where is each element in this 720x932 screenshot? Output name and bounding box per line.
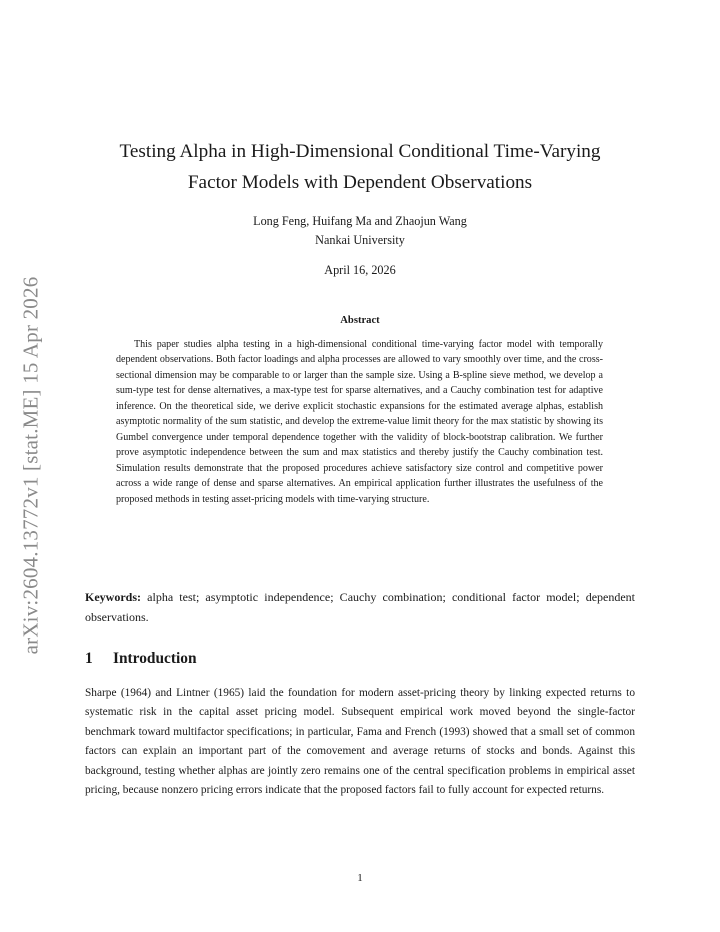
abstract-text: This paper studies alpha testing in a high-dimensional conditional time-varying factor model with temporally dependent observations. Both factor loadings and alpha processes are allowed to vary smoothly over time, and the cross-sectional dimension may be comparable to or larger than the sample size. Using a B-spline sieve method, we develop a sum-type test for dense alternatives, a max-type test for sparse alternatives, and a Cauchy combination test for adaptive inference. On the theoretical side, we derive explicit stochastic expansions for the estimated average alphas, establish asymptotic normality of the sum statistic, and develop the extreme-value limit theory for the max statistic by showing its Gumbel convergence under temporal dependence together with the validity of block-bootstrap calibration. We further prove asymptotic independence between the sum and max statistics and thereby justify the Cauchy combination test. Simulation results demonstrate that the proposed procedures achieve satisfactory size control and competitive power across a wide range of dense and sparse alternatives. An empirical application further illustrates the usefulness of the proposed methods in testing asset-pricing models with time-varying structure. [116, 339, 603, 505]
keywords-label: Keywords: [85, 590, 141, 604]
abstract-heading: Abstract [340, 315, 380, 326]
paper-date: April 16, 2026 [324, 263, 396, 277]
arxiv-identifier-stamp [13, 250, 49, 680]
section-title: Introduction [113, 650, 197, 667]
keywords-text: alpha test; asymptotic independence; Cauchy combination; conditional factor model; dependent observations. [85, 590, 636, 624]
section-number: 1 [85, 650, 93, 667]
author-affiliation: Nankai University [315, 233, 405, 247]
introduction-paragraph: Sharpe (1964) and Lintner (1965) laid the foundation for modern asset-pricing theory by linking expected returns to systematic risk in the capital asset pricing model. Subsequent empirical work moved beyond the single-factor benchmark toward multifactor specifications; in particular, Fama and French (1993) showed that a small set of common factors can explain an important part of the comovement and average returns of stocks and bonds. Against this background, testing whether alphas are jointly zero remains one of the central specification problems in empirical asset pricing, because nonzero pricing errors indicate that the proposed factors fail to fully account for expected returns. [85, 687, 635, 797]
author-block [85, 212, 635, 250]
arxiv-identifier-text: arXiv:2604.13772v1 [stat.ME] 15 Apr 2026 [18, 276, 43, 654]
paper-title-line-1: Testing Alpha in High-Dimensional Conditional Time-Varying [119, 141, 601, 162]
keywords-paragraph [85, 588, 635, 627]
paper-title [85, 136, 635, 198]
author-names: Long Feng, Huifang Ma and Zhaojun Wang [253, 214, 467, 228]
paper-title-line-2: Factor Models with Dependent Observations [187, 172, 533, 193]
section-heading-introduction [85, 650, 635, 668]
page-number: 1 [357, 872, 363, 884]
